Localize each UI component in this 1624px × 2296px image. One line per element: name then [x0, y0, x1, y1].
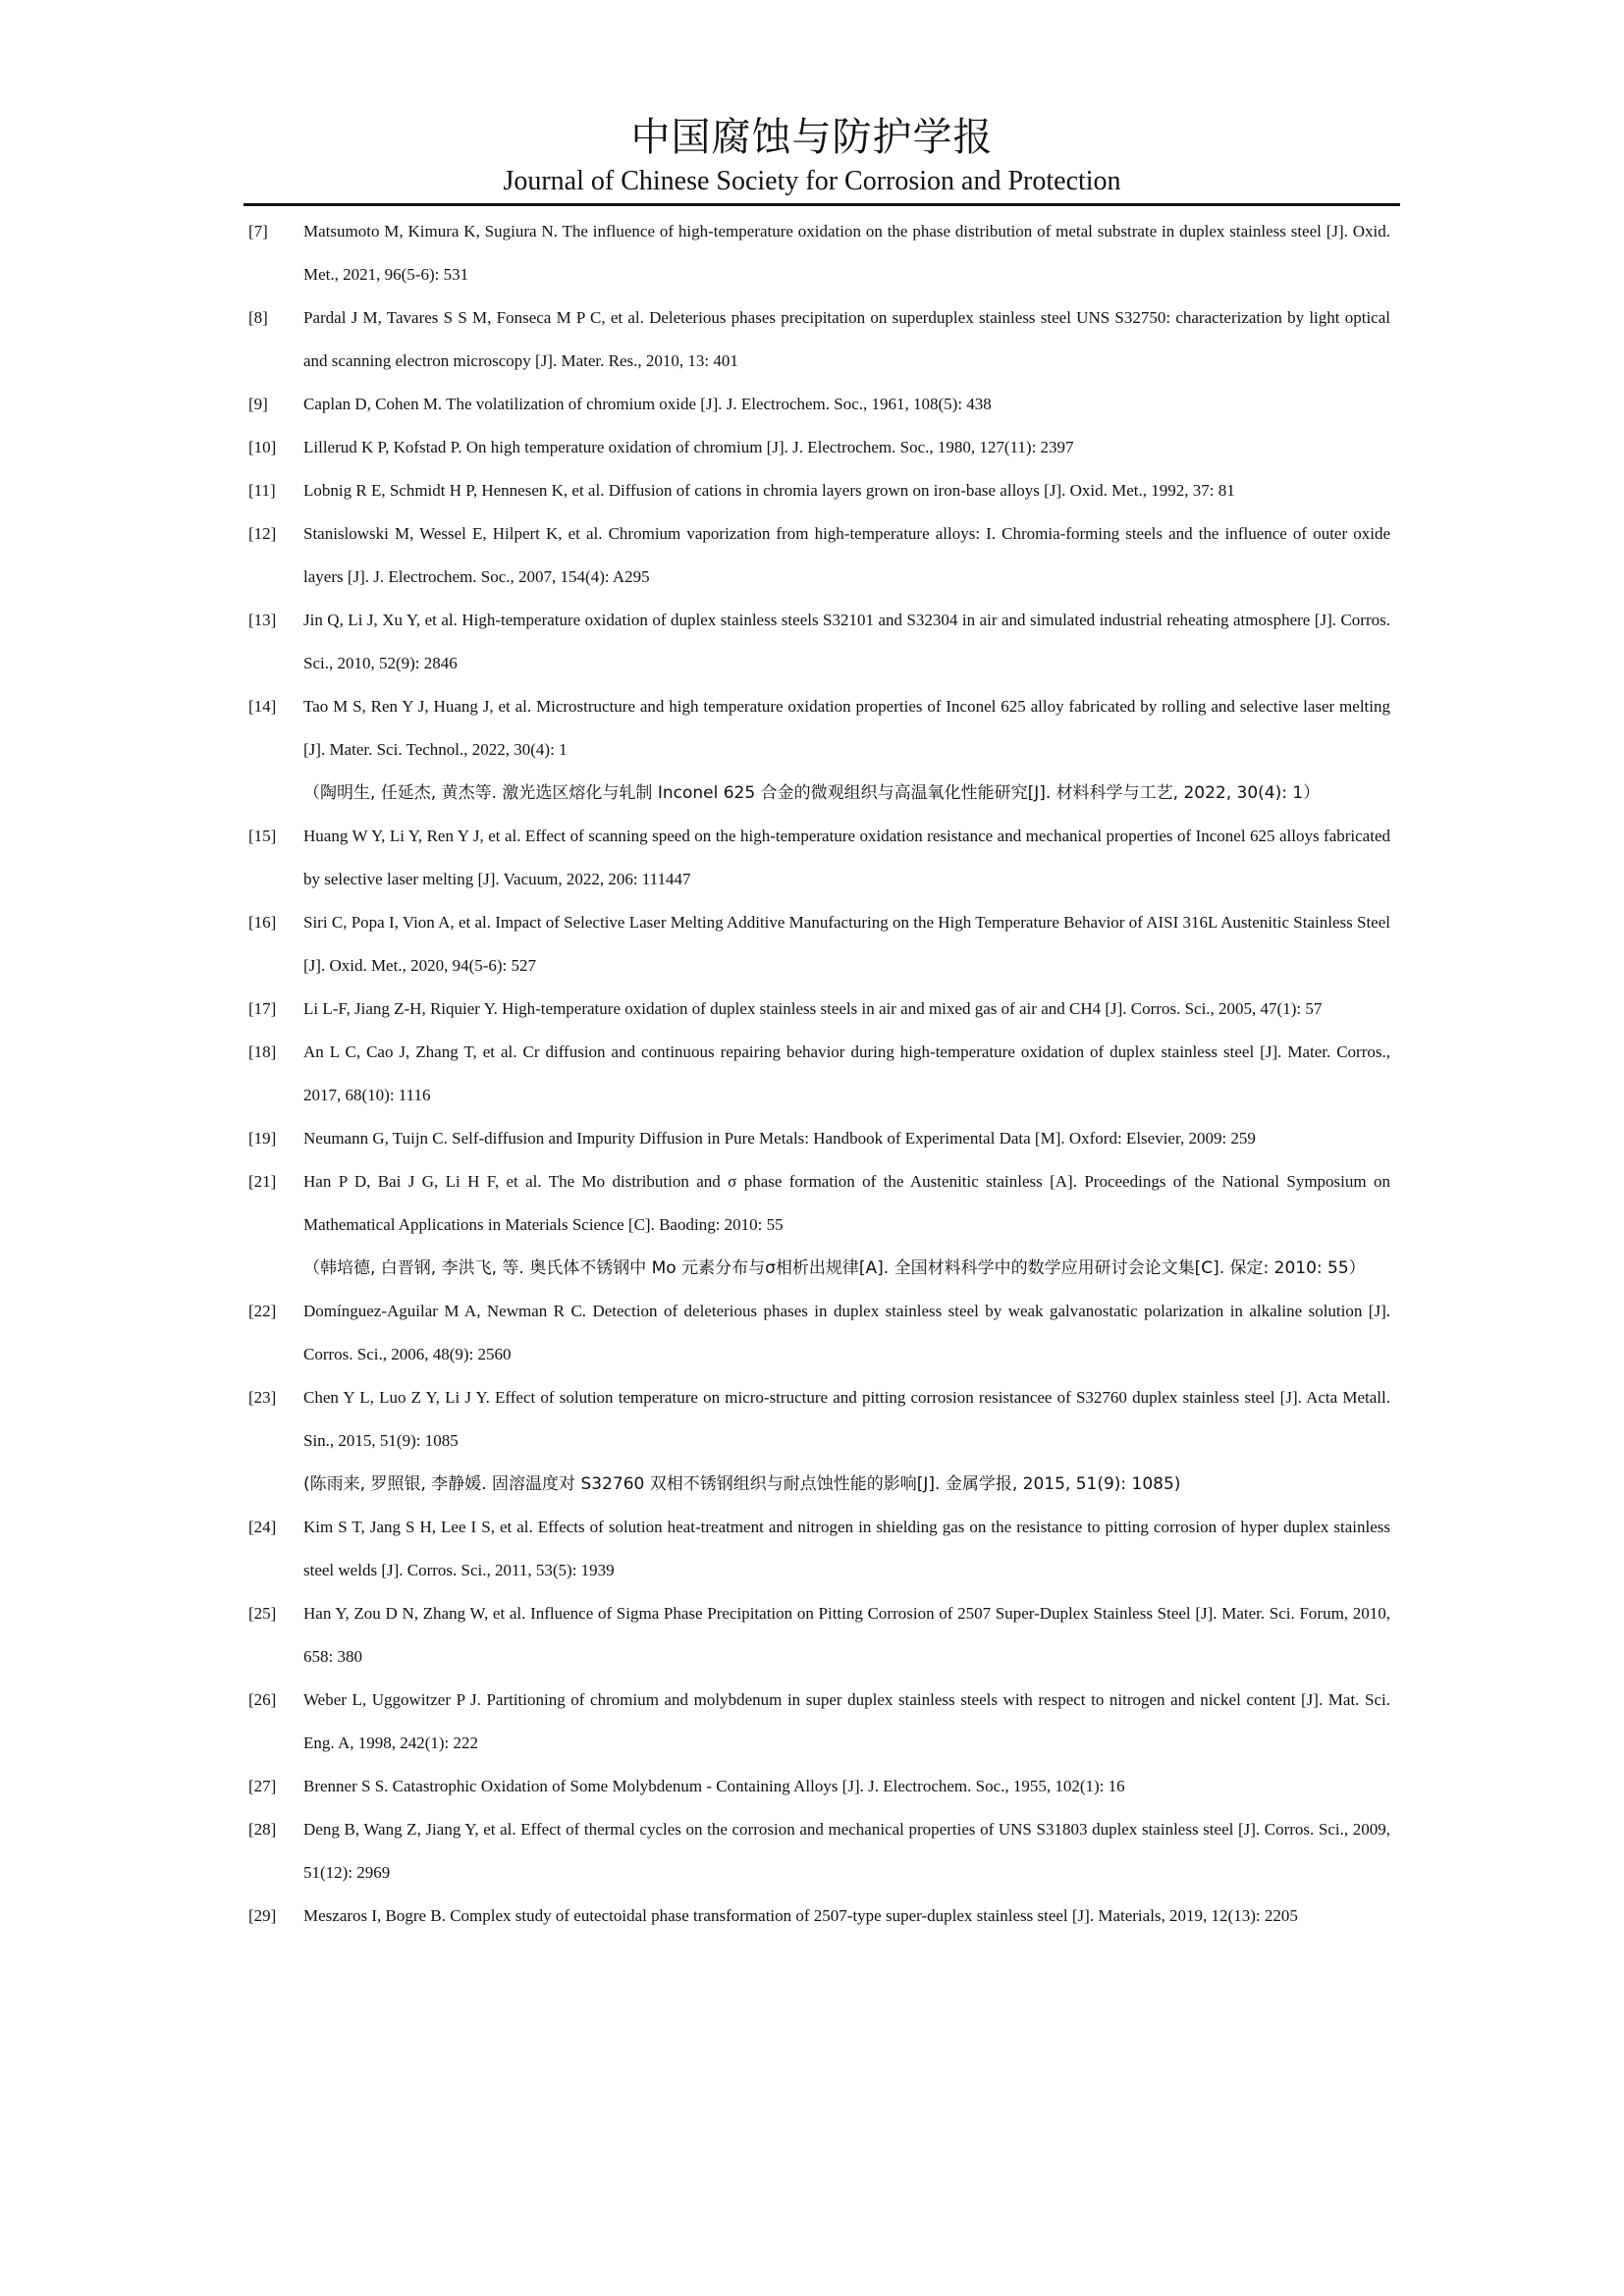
reference-item — [248, 1506, 1390, 1592]
reference-number: [21] — [248, 1172, 277, 1191]
reference-number: [29] — [248, 1906, 277, 1925]
reference-item — [248, 988, 1390, 1031]
reference-number: [15] — [248, 827, 277, 845]
reference-number: [22] — [248, 1302, 277, 1320]
reference-item — [248, 1117, 1390, 1160]
reference-number: [12] — [248, 524, 277, 543]
reference-text: Kim S T, Jang S H, Lee I S, et al. Effects of solution heat-treatment and nitrogen in shielding gas on the resistance to pitting corrosion of hyper duplex stainless steel welds [J]. Corros. Sci., 2011, 53(5): 1939 — [303, 1518, 1390, 1579]
reference-text-cn: (陈雨来, 罗照银, 李静媛. 固溶温度对 S32760 双相不锈钢组织与耐点蚀性能的影响[J]. 金属学报, 2015, 51(9): 1085) — [303, 1474, 1181, 1494]
reference-text: Li L-F, Jiang Z-H, Riquier Y. High-temperature oxidation of duplex stainless steels in air and mixed gas of air and CH4 [J]. Corros. Sci., 2005, 47(1): 57 — [303, 999, 1323, 1018]
reference-text: Meszaros I, Bogre B. Complex study of eutectoidal phase transformation of 2507-type super-duplex stainless steel [J]. Materials, 2019, 12(13): 2205 — [303, 1906, 1298, 1925]
reference-number: [25] — [248, 1604, 277, 1623]
reference-text: Han P D, Bai J G, Li H F, et al. The Mo distribution and σ phase formation of the Austenitic stainless [A]. Proceedings of the National Symposium on Mathematical Applications in Materials Science [C]. Baoding: 2010: 55 — [303, 1172, 1390, 1234]
reference-item — [248, 512, 1390, 599]
reference-item — [248, 426, 1390, 469]
reference-number: [14] — [248, 697, 277, 716]
reference-item — [248, 1592, 1390, 1679]
reference-text-cn: （韩培德, 白晋钢, 李洪飞, 等. 奥氏体不锈钢中 Mo 元素分布与σ相析出规律[A]. 全国材料科学中的数学应用研讨会论文集[C]. 保定: 2010: 55） — [303, 1258, 1366, 1278]
reference-item — [248, 815, 1390, 901]
reference-text: Chen Y L, Luo Z Y, Li J Y. Effect of solution temperature on micro-structure and pitting corrosion resistancee of S32760 duplex stainless steel [J]. Acta Metall. Sin., 2015, 51(9): 1085 — [303, 1388, 1390, 1450]
reference-item — [248, 1765, 1390, 1808]
reference-text: Matsumoto M, Kimura K, Sugiura N. The influence of high-temperature oxidation on the phase distribution of metal substrate in duplex stainless steel [J]. Oxid. Met., 2021, 96(5-6): 531 — [303, 222, 1390, 284]
reference-item — [248, 210, 1390, 296]
reference-number: [7] — [248, 222, 268, 240]
reference-list — [0, 210, 1624, 1938]
reference-text: Weber L, Uggowitzer P J. Partitioning of chromium and molybdenum in super duplex stainless steels with respect to nitrogen and nickel content [J]. Mat. Sci. Eng. A, 1998, 242(1): 222 — [303, 1690, 1390, 1752]
reference-number: [18] — [248, 1042, 277, 1061]
reference-text: Neumann G, Tuijn C. Self-diffusion and Impurity Diffusion in Pure Metals: Handbook of Experimental Data [M]. Oxford: Elsevier, 2009: 259 — [303, 1129, 1256, 1148]
reference-text: Han Y, Zou D N, Zhang W, et al. Influence of Sigma Phase Precipitation on Pitting Corrosion of 2507 Super-Duplex Stainless Steel [J]. Mater. Sci. Forum, 2010, 658: 380 — [303, 1604, 1390, 1666]
reference-text: Stanislowski M, Wessel E, Hilpert K, et al. Chromium vaporization from high-temperature alloys: I. Chromia-forming steels and the influence of outer oxide layers [J]. J. Electrochem. Soc., 2007, 154(4): A295 — [303, 524, 1390, 586]
reference-text: Siri C, Popa I, Vion A, et al. Impact of Selective Laser Melting Additive Manufacturing on the High Temperature Behavior of AISI 316L Austenitic Stainless Steel [J]. Oxid. Met., 2020, 94(5-6): 527 — [303, 913, 1390, 975]
reference-number: [23] — [248, 1388, 277, 1407]
reference-text: Deng B, Wang Z, Jiang Y, et al. Effect of thermal cycles on the corrosion and mechanical properties of UNS S31803 duplex stainless steel [J]. Corros. Sci., 2009, 51(12): 2969 — [303, 1820, 1390, 1882]
reference-item — [248, 383, 1390, 426]
reference-text: Tao M S, Ren Y J, Huang J, et al. Microstructure and high temperature oxidation properties of Inconel 625 alloy fabricated by rolling and selective laser melting [J]. Mater. Sci. Technol., 2022, 30(4): 1 — [303, 697, 1390, 759]
journal-title-cn: 中国腐蚀与防护学报 — [630, 115, 994, 160]
reference-text: Huang W Y, Li Y, Ren Y J, et al. Effect of scanning speed on the high-temperature oxidation resistance and mechanical properties of Inconel 625 alloys fabricated by selective laser melting [J]. Vacuum, 2022, 206: 111447 — [303, 827, 1390, 888]
reference-number: [13] — [248, 611, 277, 629]
reference-number: [28] — [248, 1820, 277, 1839]
reference-item — [248, 901, 1390, 988]
reference-text: Caplan D, Cohen M. The volatilization of chromium oxide [J]. J. Electrochem. Soc., 1961, 108(5): 438 — [303, 395, 992, 413]
journal-title-en: Journal of Chinese Society for Corrosion and Protection — [503, 166, 1121, 196]
reference-item — [248, 599, 1390, 685]
reference-text-cn: （陶明生, 任延杰, 黄杰等. 激光选区熔化与轧制 Inconel 625 合金的微观组织与高温氧化性能研究[J]. 材料科学与工艺, 2022, 30(4): 1） — [303, 783, 1321, 803]
reference-number: [27] — [248, 1777, 277, 1795]
reference-text: Lillerud K P, Kofstad P. On high temperature oxidation of chromium [J]. J. Electrochem. Soc., 1980, 127(11): 2397 — [303, 438, 1074, 456]
reference-item — [248, 685, 1390, 815]
reference-number: [16] — [248, 913, 277, 932]
reference-item — [248, 296, 1390, 383]
reference-item — [248, 1376, 1390, 1506]
reference-number: [11] — [248, 481, 276, 500]
reference-text: Jin Q, Li J, Xu Y, et al. High-temperature oxidation of duplex stainless steels S32101 and S32304 in air and simulated industrial reheating atmosphere [J]. Corros. Sci., 2010, 52(9): 2846 — [303, 611, 1390, 672]
reference-number: [9] — [248, 395, 268, 413]
reference-text: Lobnig R E, Schmidt H P, Hennesen K, et al. Diffusion of cations in chromia layers grown on iron-base alloys [J]. Oxid. Met., 1992, 37: 81 — [303, 481, 1235, 500]
reference-item — [248, 1290, 1390, 1376]
reference-number: [26] — [248, 1690, 277, 1709]
reference-number: [19] — [248, 1129, 277, 1148]
reference-item — [248, 1160, 1390, 1290]
reference-number: [24] — [248, 1518, 277, 1536]
reference-item — [248, 1895, 1390, 1938]
reference-number: [10] — [248, 438, 277, 456]
reference-item — [248, 1679, 1390, 1765]
reference-text: An L C, Cao J, Zhang T, et al. Cr diffusion and continuous repairing behavior during high-temperature oxidation of duplex stainless steel [J]. Mater. Corros., 2017, 68(10): 1116 — [303, 1042, 1390, 1104]
header-rule — [244, 203, 1400, 206]
reference-item — [248, 1808, 1390, 1895]
reference-text: Pardal J M, Tavares S S M, Fonseca M P C, et al. Deleterious phases precipitation on superduplex stainless steel UNS S32750: characterization by light optical and scanning electron microscopy [J]. Mater. Res., 2010, 13: 401 — [303, 308, 1390, 370]
reference-text: Brenner S S. Catastrophic Oxidation of Some Molybdenum - Containing Alloys [J]. J. Electrochem. Soc., 1955, 102(1): 16 — [303, 1777, 1125, 1795]
reference-number: [8] — [248, 308, 268, 327]
reference-item — [248, 469, 1390, 512]
reference-number: [17] — [248, 999, 277, 1018]
reference-item — [248, 1031, 1390, 1117]
reference-text: Domínguez-Aguilar M A, Newman R C. Detection of deleterious phases in duplex stainless steel by weak galvanostatic polarization in alkaline solution [J]. Corros. Sci., 2006, 48(9): 2560 — [303, 1302, 1390, 1363]
